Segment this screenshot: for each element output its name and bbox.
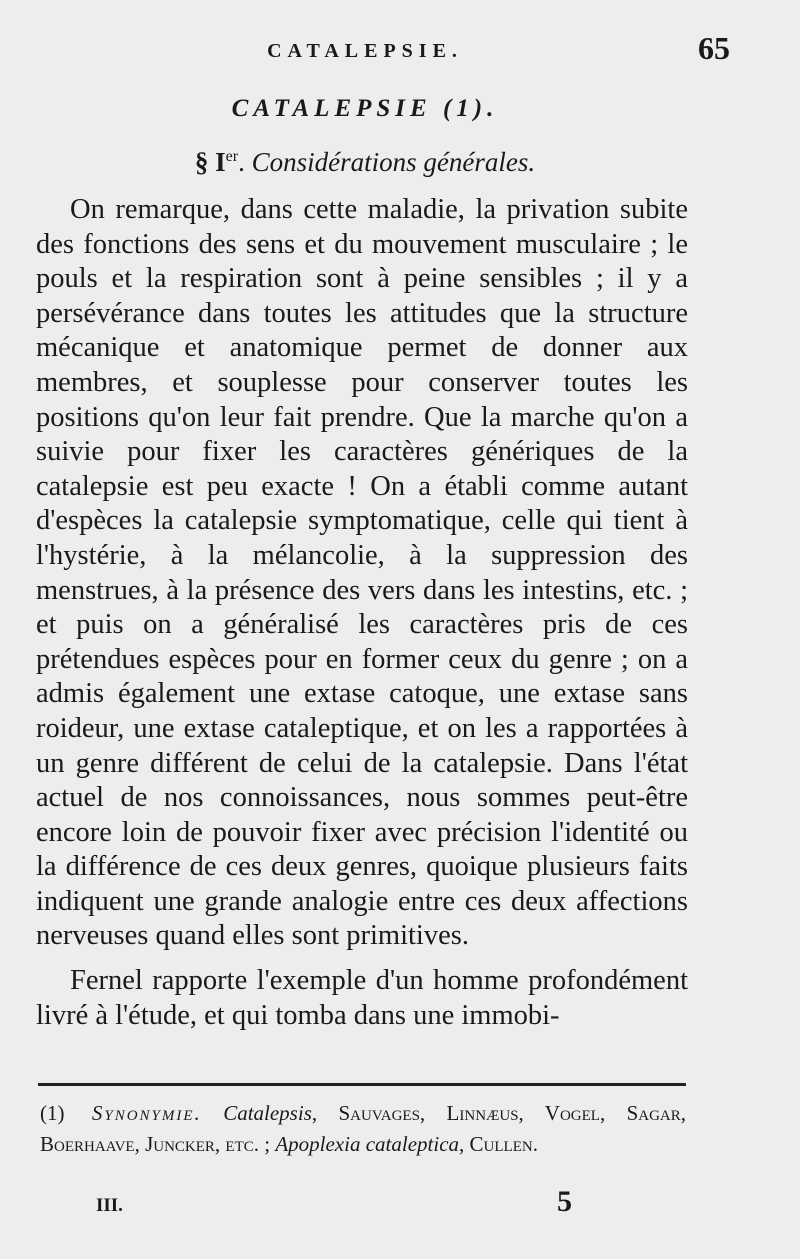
footnote-marker: (1) [40, 1101, 65, 1125]
sheet-signature: 5 [557, 1185, 572, 1218]
footnote-authors-1: , Sauvages, Linnæus, Vogel, Sagar, Boerhaave, Juncker, etc. ; [40, 1101, 686, 1156]
footnote-synonymie: Synonymie. [91, 1101, 202, 1125]
footnote-authors-2: , Cullen. [459, 1132, 538, 1156]
section-title-text: Considérations générales. [251, 147, 536, 177]
section-mark: § I [194, 147, 226, 177]
footnote [40, 1098, 686, 1160]
section-mark-sup: er [225, 148, 239, 165]
page-number: 65 [698, 30, 730, 66]
paragraph-2: Fernel rapporte l'exemple d'un homme profondément livré à l'étude, et qui tomba dans une immobi- [36, 965, 688, 1031]
footnote-rule [38, 1083, 686, 1086]
body-text [36, 193, 688, 1033]
paragraph-1: On remarque, dans cette maladie, la privation subite des fonctions des sens et du mouvement musculaire ; le pouls et la respiration sont à peine sensibles ; il y a persévérance dans toutes les attitudes que la structure mécanique et anatomique permet de donner aux membres, et souplesse pour conserver toutes les positions qu'on leur fait prendre. Que la marche qu'on a suivie pour fixer les caractères génériques de la catalepsie est peu exacte ! On a établi comme autant d'espèces la catalepsie symptomatique, celle qui tient à l'hystérie, à la mélancolie, à la suppression des menstrues, à la présence des vers dans les intestins, etc. ; et puis on a généralisé les caractères pris de ces prétendues espèces pour en former ceux du genre ; on a admis également une extase catoque, une extase sans roideur, une extase cataleptique, et on les a rapportées à un genre différent de celui de la catalepsie. Dans l'état actuel de nos connoissances, nous sommes peut-être encore loin de pouvoir fixer avec précision l'identité ou la différence de ces deux genres, quoique plusieurs faits indiquent une grande analogie entre ces deux affections nerveuses quand elles sont primitives. [36, 194, 688, 952]
page-header [0, 30, 800, 70]
chapter-title: CATALEPSIE (1). [231, 95, 499, 122]
volume-signature: III. [96, 1195, 123, 1216]
section-title: § Ier. Considérations générales. [194, 147, 536, 177]
footnote-term-1: Catalepsis [223, 1101, 312, 1125]
footnote-term-2: Apoplexia cataleptica [275, 1132, 460, 1156]
running-head: CATALEPSIE. [267, 40, 463, 62]
